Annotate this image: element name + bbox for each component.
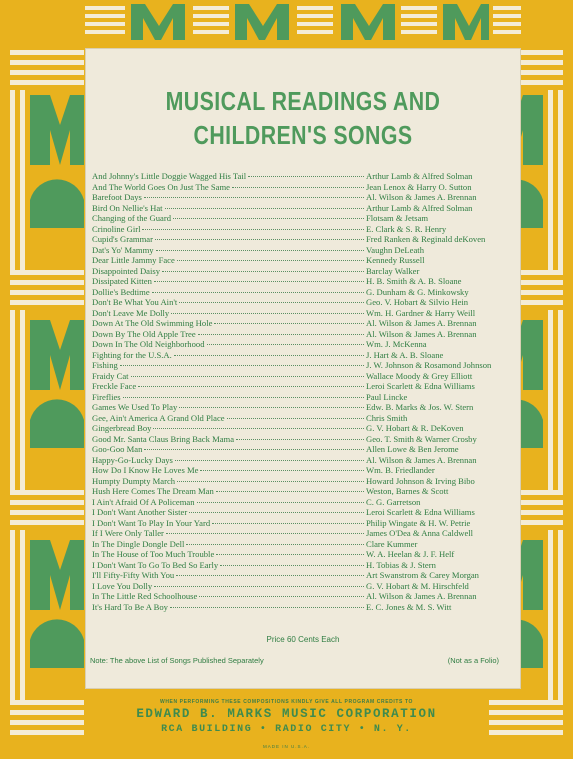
song-credit: Wallace Moody & Grey Elliott [366, 370, 473, 381]
song-row [92, 560, 522, 571]
song-credit: Arthur Lamb & Alfred Solman [366, 202, 473, 213]
song-credit: Al. Wilson & James A. Brennan [366, 328, 477, 339]
song-row [92, 497, 522, 508]
song-title: How Do I Know He Loves Me [92, 465, 199, 475]
song-row [92, 413, 522, 424]
song-credit: James O'Dea & Anna Caldwell [366, 528, 474, 538]
song-row [92, 308, 522, 319]
song-title: Gingerbread Boy [92, 423, 152, 433]
song-title: I Don't Want Another Sister [92, 507, 188, 517]
song-row [92, 570, 522, 581]
dot-leader [173, 218, 364, 219]
song-row [92, 245, 522, 256]
song-row [92, 402, 522, 413]
dot-leader [152, 292, 364, 293]
dot-leader [177, 260, 364, 261]
dot-leader [216, 491, 364, 492]
song-credit: Al. Wilson & James A. Brennan [366, 454, 477, 465]
dot-leader [199, 596, 364, 597]
dot-leader [186, 544, 364, 545]
song-credit: G. Dunham & G. Minkowsky [366, 286, 469, 297]
dot-leader [142, 229, 364, 230]
song-row [92, 224, 522, 235]
song-row [92, 339, 522, 350]
song-row [92, 591, 522, 602]
song-credit: Weston, Barnes & Scott [366, 486, 449, 496]
song-row [92, 329, 522, 340]
dot-leader [232, 187, 364, 188]
song-credit: Wm. J. McKenna [366, 339, 427, 349]
song-row [92, 371, 522, 382]
song-credit: J. W. Johnson & Rosamond Johnson [366, 360, 492, 370]
song-title: I Love You Dolly [92, 580, 153, 591]
song-title: Humpty Dumpty March [92, 475, 176, 486]
song-title: Changing of the Guard [92, 213, 171, 223]
dot-leader [154, 586, 364, 587]
song-credit: Kennedy Russell [366, 255, 425, 265]
song-row [92, 528, 522, 539]
dot-leader [220, 565, 364, 566]
song-row [92, 255, 522, 266]
song-row [92, 350, 522, 361]
song-row [92, 287, 522, 298]
song-row [92, 507, 522, 518]
dot-leader [170, 607, 364, 608]
song-title: I Ain't Afraid Of A Policeman [92, 496, 195, 507]
dot-leader [189, 512, 364, 513]
song-title: Dat's Yo' Mammy [92, 244, 154, 255]
song-row [92, 276, 522, 287]
top-border-ornament [85, 0, 521, 48]
song-list-panel [85, 48, 521, 689]
song-title: I'll Fifty-Fifty With You [92, 570, 175, 580]
song-row [92, 549, 522, 560]
song-credit: Flotsam & Jetsam [366, 213, 429, 223]
dot-leader [176, 575, 364, 576]
song-row [92, 297, 522, 308]
song-credit: W. A. Heelan & J. F. Helf [366, 549, 455, 559]
song-row [92, 318, 522, 329]
song-row [92, 602, 522, 613]
song-credit: Paul Lincke [366, 391, 408, 402]
dot-leader [162, 271, 364, 272]
song-row [92, 465, 522, 476]
dot-leader [171, 313, 364, 314]
song-credit: H. B. Smith & A. B. Sloane [366, 276, 462, 286]
dot-leader [153, 428, 364, 429]
program-credit-line: WHEN PERFORMING THESE COMPOSITIONS KINDLY GIVE ALL PROGRAM CREDITS TO [160, 699, 413, 705]
dot-leader [165, 208, 364, 209]
dot-leader [144, 197, 364, 198]
made-in-label: MADE IN U.S.A. [262, 744, 310, 749]
song-credit: Vaughn DeLeath [366, 244, 424, 255]
dot-leader [144, 449, 364, 450]
song-credit: C. G. Garretson [366, 496, 421, 507]
song-row [92, 539, 522, 550]
dot-leader [248, 176, 364, 177]
publisher-address: RCA BUILDING • RADIO CITY • N. Y. [161, 724, 412, 735]
song-credit: Chris Smith [366, 412, 408, 423]
song-title: Good Mr. Santa Claus Bring Back Mama [92, 433, 235, 444]
song-title: Barefoot Days [92, 192, 142, 202]
song-credit: Al. Wilson & James A. Brennan [366, 192, 477, 202]
song-row [92, 266, 522, 277]
song-title: Fighting for the U.S.A. [92, 349, 172, 360]
song-title: Freckle Face [92, 381, 137, 391]
song-title: Bird On Nellie's Hat [92, 202, 163, 213]
song-title: Fishing [92, 360, 118, 370]
song-title: In The Dingle Dongle Dell [92, 538, 185, 549]
song-credit: E. C. Jones & M. S. Witt [366, 601, 452, 612]
dot-leader [179, 407, 364, 408]
dot-leader [212, 523, 364, 524]
song-title: Don't Leave Me Dolly [92, 307, 170, 318]
song-title: Hush Here Comes The Dream Man [92, 486, 214, 496]
song-credit: Clare Kummer [366, 538, 418, 549]
song-credit: Barclay Walker [366, 265, 420, 276]
song-credit: Fred Ranken & Reginald deKoven [366, 234, 486, 244]
dot-leader [179, 302, 364, 303]
song-title: It's Hard To Be A Boy [92, 601, 168, 612]
song-list [92, 171, 522, 612]
song-row [92, 434, 522, 445]
price-label: Price 60 Cents Each [266, 635, 340, 644]
song-title: In The House of Too Much Trouble [92, 549, 215, 559]
song-row [92, 182, 522, 193]
dot-leader [166, 533, 364, 534]
song-title: And The World Goes On Just The Same [92, 181, 230, 192]
song-credit: Edw. B. Marks & Jos. W. Stern [366, 402, 474, 412]
song-row [92, 392, 522, 403]
song-title: Down At The Old Swimming Hole [92, 318, 213, 328]
song-title: In The Little Red Schoolhouse [92, 591, 198, 601]
song-row [92, 518, 522, 529]
song-title: Cupid's Grammar [92, 234, 153, 244]
song-credit: E. Clark & S. R. Henry [366, 223, 447, 234]
note-folio: (Not as a Folio) [447, 656, 499, 665]
song-credit: Leroi Scarlett & Edna Williams [366, 507, 475, 517]
song-credit: G. V. Hobart & M. Hirschfeld [366, 580, 469, 591]
dot-leader [120, 365, 364, 366]
song-row [92, 360, 522, 371]
dot-leader [198, 334, 364, 335]
dot-leader [236, 439, 364, 440]
dot-leader [175, 460, 364, 461]
note-text: Note: The above List of Songs Published Separately [90, 656, 264, 665]
song-row [92, 381, 522, 392]
song-row [92, 486, 522, 497]
song-row [92, 581, 522, 592]
song-row [92, 234, 522, 245]
song-title: Down By The Old Apple Tree [92, 328, 196, 339]
left-border-ornament [0, 0, 90, 759]
song-title: I Don't Want To Play In Your Yard [92, 517, 211, 528]
song-credit: Wm. H. Gardner & Harry Weill [366, 307, 476, 318]
dot-leader [131, 376, 364, 377]
dot-leader [200, 470, 364, 471]
dot-leader [207, 344, 365, 345]
song-row [92, 423, 522, 434]
song-credit: Geo. T. Smith & Warner Crosby [366, 433, 477, 444]
song-credit: Arthur Lamb & Alfred Solman [366, 171, 473, 181]
song-credit: Wm. B. Friedlander [366, 465, 435, 475]
song-credit: Art Swanstrom & Carey Morgan [366, 570, 479, 580]
song-title: Happy-Go-Lucky Days [92, 454, 173, 465]
dot-leader [197, 502, 364, 503]
dot-leader [123, 397, 364, 398]
song-row [92, 213, 522, 224]
song-row [92, 203, 522, 214]
song-row [92, 455, 522, 466]
song-title: And Johnny's Little Doggie Wagged His Tail [92, 171, 247, 181]
song-row [92, 444, 522, 455]
song-title: Dear Little Jammy Face [92, 255, 175, 265]
song-row [92, 476, 522, 487]
page-title: MUSICAL READINGS AND [165, 86, 441, 116]
song-credit: G. V. Hobart & R. DeKoven [366, 423, 464, 433]
song-title: Dollie's Bedtime [92, 286, 150, 297]
song-row [92, 192, 522, 203]
song-credit: Philip Wingate & H. W. Petrie [366, 517, 471, 528]
song-title: Fireflies [92, 391, 121, 402]
song-title: Dissipated Kitten [92, 276, 152, 286]
song-title: Goo-Goo Man [92, 444, 143, 454]
song-title: Down In The Old Neighborhood [92, 339, 205, 349]
song-title: If I Were Only Taller [92, 528, 164, 538]
song-row [92, 171, 522, 182]
song-title: Crinoline Girl [92, 223, 141, 234]
dot-leader [227, 418, 364, 419]
song-credit: Leroi Scarlett & Edna Williams [366, 381, 475, 391]
song-credit: Geo. V. Hobart & Silvio Hein [366, 297, 469, 307]
song-credit: Al. Wilson & James A. Brennan [366, 318, 477, 328]
dot-leader [177, 481, 364, 482]
song-credit: H. Tobias & J. Stern [366, 559, 436, 570]
song-title: Games We Used To Play [92, 402, 178, 412]
page-subtitle: CHILDREN'S SONGS [193, 120, 413, 150]
song-title: I Don't Want To Go To Bed So Early [92, 559, 219, 570]
song-credit: Jean Lenox & Harry O. Sutton [366, 181, 472, 192]
dot-leader [138, 386, 364, 387]
song-credit: Howard Johnson & Irving Bibo [366, 475, 475, 486]
dot-leader [216, 554, 364, 555]
dot-leader [174, 355, 364, 356]
publisher-name: EDWARD B. MARKS MUSIC CORPORATION [136, 707, 437, 721]
dot-leader [155, 239, 364, 240]
dot-leader [214, 323, 364, 324]
publisher-footer [0, 690, 573, 759]
dot-leader [154, 281, 364, 282]
song-credit: Allen Lowe & Ben Jerome [366, 444, 459, 454]
song-title: Fraidy Cat [92, 370, 129, 381]
song-credit: Al. Wilson & James A. Brennan [366, 591, 477, 601]
song-title: Disappointed Daisy [92, 265, 161, 276]
song-credit: J. Hart & A. B. Sloane [366, 349, 444, 360]
song-title: Gee, Ain't America A Grand Old Place [92, 412, 225, 423]
dot-leader [156, 250, 364, 251]
song-title: Don't Be What You Ain't [92, 297, 178, 307]
